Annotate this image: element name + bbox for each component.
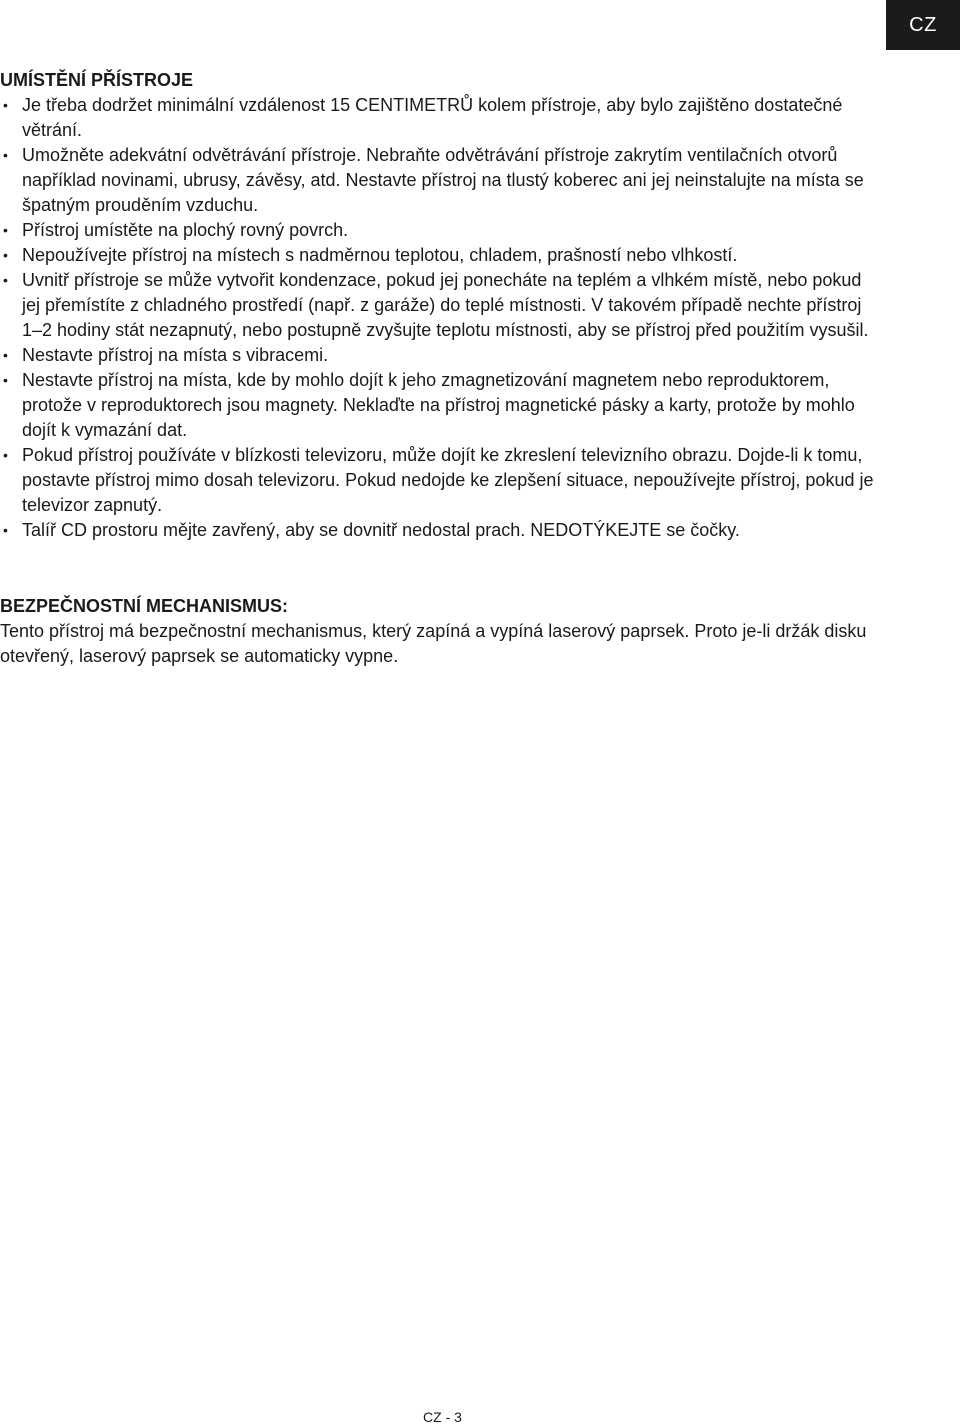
placement-list (0, 93, 880, 543)
list-item: • Nestavte přístroj na místa, kde by mohlo dojít k jeho zmagnetizování magnetem nebo reproduktorem, protože v reproduktorech jsou magnety. Neklaďte na přístroj magnetické pásky a karty, protože by mohlo dojít k vymazání dat. (0, 368, 880, 443)
safety-paragraph: Tento přístroj má bezpečnostní mechanismus, který zapíná a vypíná laserový paprsek. Proto je-li držák disku otevřený, laserový paprsek se automaticky vypne. (0, 621, 867, 666)
list-item: • Přístroj umístěte na plochý rovný povrch. (0, 218, 880, 243)
language-tab: CZ (886, 0, 960, 50)
section-title-safety: BEZPEČNOSTNÍ MECHANISMUS: (0, 596, 289, 616)
safety-section (0, 594, 880, 669)
list-item: • Je třeba dodržet minimální vzdálenost 15 CENTIMETRŮ kolem přístroje, aby bylo zajištěno dostatečné větrání. (0, 93, 880, 143)
document-body (0, 68, 880, 669)
list-item: • Pokud přístroj používáte v blízkosti televizoru, může dojít ke zkreslení televizního obrazu. Dojde-li k tomu, postavte přístroj mimo dosah televizoru. Pokud nedojde ke zlepšení situace, nepoužívejte přístroj, pokud je televizor zapnutý. (0, 443, 880, 518)
list-item: • Nepoužívejte přístroj na místech s nadměrnou teplotou, chladem, prašností nebo vlhkostí. (0, 243, 880, 268)
list-item: • Nestavte přístroj na místa s vibracemi. (0, 343, 880, 368)
list-item: • Talíř CD prostoru mějte zavřený, aby se dovnitř nedostal prach. NEDOTÝKEJTE se čočky. (0, 518, 880, 543)
page-number: CZ - 3 (423, 1409, 462, 1425)
list-item: • Uvnitř přístroje se může vytvořit kondenzace, pokud jej ponecháte na teplém a vlhkém místě, nebo pokud jej přemístíte z chladného prostředí (např. z garáže) do teplé místnosti. V takovém případě nechte přístroj 1–2 hodiny stát nezapnutý, nebo postupně zvyšujte teplotu místnosti, aby se přístroj před použitím vysušil. (0, 268, 880, 343)
section-title-placement: UMÍSTĚNÍ PŘÍSTROJE (0, 70, 194, 90)
list-item: • Umožněte adekvátní odvětrávání přístroje. Nebraňte odvětrávání přístroje zakrytím ventilačních otvorů například novinami, ubrusy, závěsy, atd. Nestavte přístroj na tlustý koberec ani jej neinstalujte na místa se špatným prouděním vzduchu. (0, 143, 880, 218)
